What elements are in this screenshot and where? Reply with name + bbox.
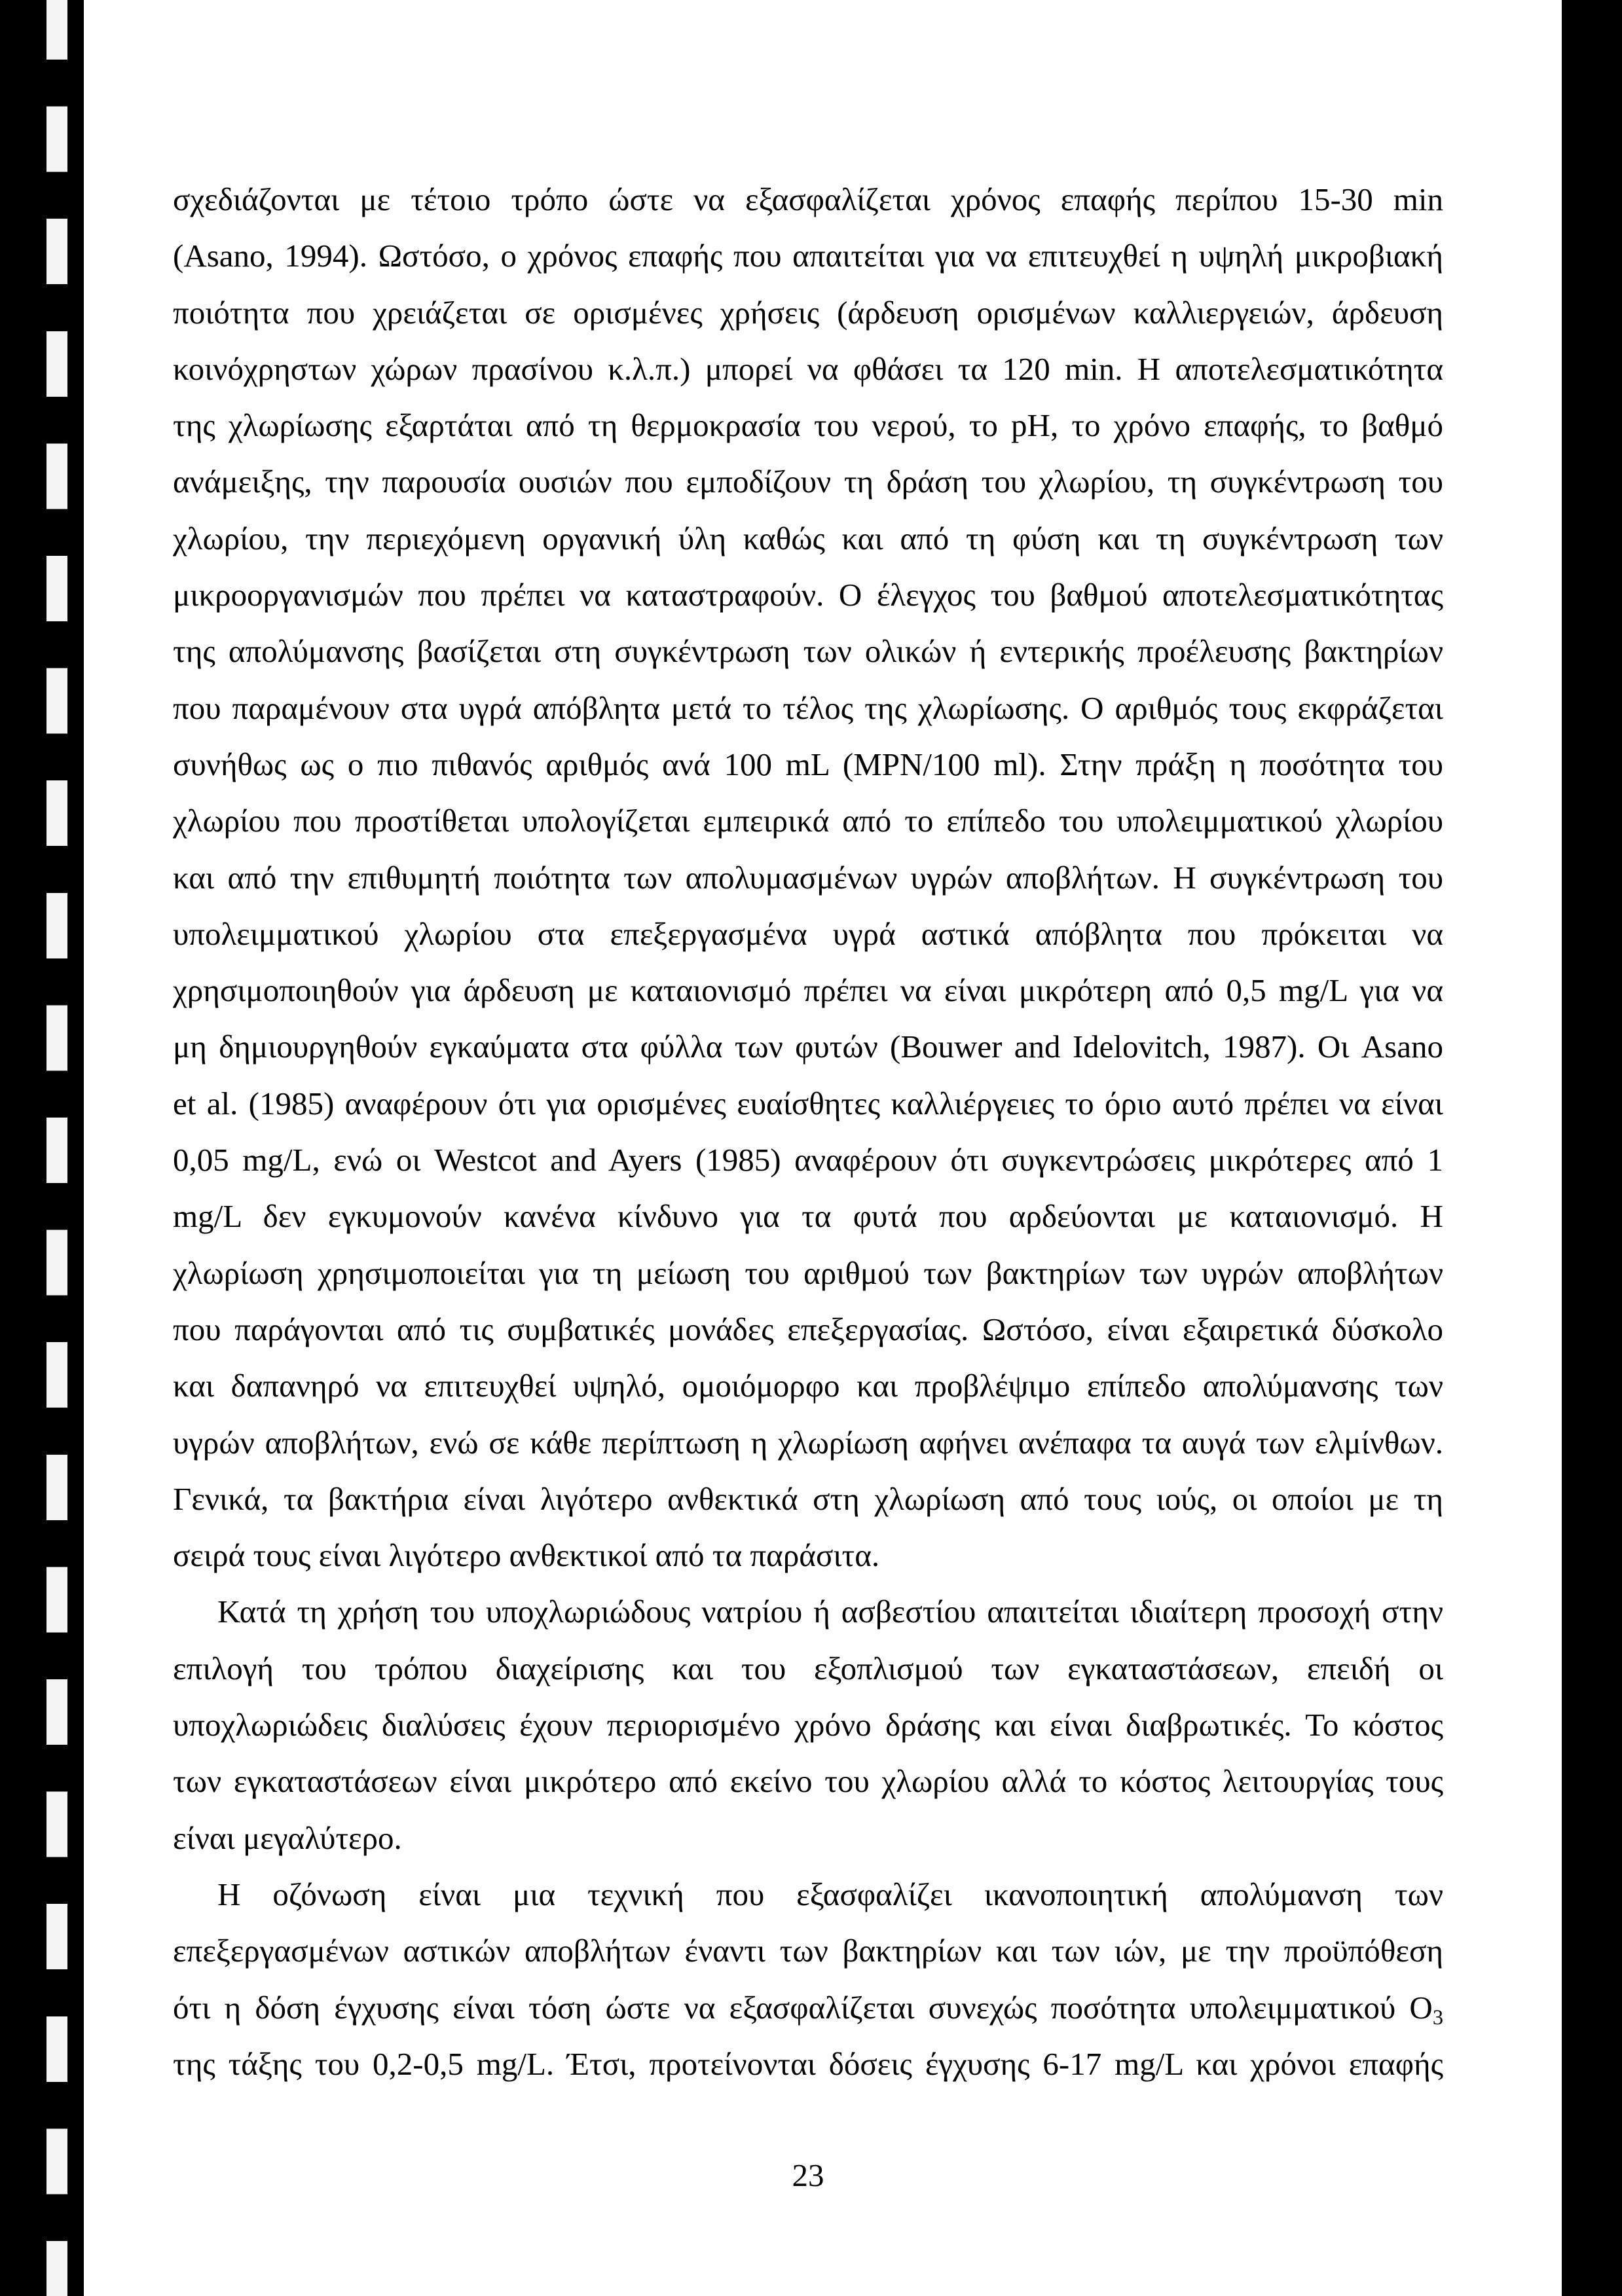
- text-line-content: ότι η δόση έγχυσης είναι τόση ώστε να εξασφαλίζεται συνεχώς ποσότητα υπολειμματικού O: [173, 1989, 1433, 2026]
- text-line: ανάμειξης, την παρουσία ουσιών που εμποδίζουν τη δράση του χλωρίου, τη συγκέντρωση του: [173, 464, 1443, 500]
- film-strip-right: [1562, 0, 1622, 2296]
- text-line: σχεδιάζονται με τέτοιο τρόπο ώστε να εξασφαλίζεται χρόνος επαφής περίπου 15-30 min: [173, 181, 1443, 217]
- text-line: 0,05 mg/L, ενώ οι Westcot and Ayers (1985) αναφέρουν ότι συγκεντρώσεις μικρότερες από 1: [173, 1142, 1443, 1178]
- text-line: της χλωρίωσης εξαρτάται από τη θερμοκρασία του νερού, το pH, το χρόνο επαφής, το βαθμό: [173, 407, 1443, 444]
- text-line: επιλογή του τρόπου διαχείρισης και του εξοπλισμού των εγκαταστάσεων, επειδή οι: [173, 1650, 1443, 1686]
- text-line: και από την επιθυμητή ποιότητα των απολυμασμένων υγρών αποβλήτων. Η συγκέντρωση του: [173, 859, 1443, 896]
- text-line: mg/L δεν εγκυμονούν κανένα κίνδυνο για τα φυτά που αρδεύονται με καταιονισμό. Η: [173, 1198, 1443, 1235]
- text-line: υγρών αποβλήτων, ενώ σε κάθε περίπτωση η χλωρίωση αφήνει ανέπαφα τα αυγά των ελμίνθων.: [173, 1424, 1443, 1461]
- text-line: και δαπανηρό να επιτευχθεί υψηλό, ομοιόμορφο και προβλέψιμο επίπεδο απολύμανσης των: [173, 1368, 1443, 1404]
- text-line: χλωρίου, την περιεχόμενη οργανική ύλη καθώς και από τη φύση και τη συγκέντρωση των: [173, 520, 1443, 556]
- text-line: που παραμένουν στα υγρά απόβλητα μετά το τέλος της χλωρίωσης. Ο αριθμός τους εκφράζεται: [173, 689, 1443, 726]
- text-line: κοινόχρηστων χώρων πρασίνου κ.λ.π.) μπορεί να φθάσει τα 120 min. Η αποτελεσματικότητα: [173, 350, 1443, 387]
- text-line: Γενικά, τα βακτήρια είναι λιγότερο ανθεκτικά στη χλωρίωση από τους ιούς, οι οποίοι με τη: [173, 1480, 1443, 1517]
- text-line: Κατά τη χρήση του υποχλωριώδους νατρίου ή ασβεστίου απαιτείται ιδιαίτερη προσοχή στην: [217, 1594, 1443, 1630]
- text-line: ποιότητα που χρειάζεται σε ορισμένες χρήσεις (άρδευση ορισμένων καλλιεργειών, άρδευση: [173, 294, 1443, 331]
- text-line: της τάξης του 0,2-0,5 mg/L. Έτσι, προτείνονται δόσεις έγχυσης 6-17 mg/L και χρόνοι επαφής: [173, 2045, 1443, 2082]
- text-line: (Asano, 1994). Ωστόσο, ο χρόνος επαφής που απαιτείται για να επιτευχθεί η υψηλή μικροβιακή: [173, 238, 1443, 274]
- body-text: [173, 172, 1443, 2092]
- paragraph-3: [173, 1867, 1443, 2092]
- text-line: υποχλωριώδεις διαλύσεις έχουν περιορισμένο χρόνο δράσης και είναι διαβρωτικές. Το κόστος: [173, 1707, 1443, 1743]
- text-line: χλωρίωση χρησιμοποιείται για τη μείωση του αριθμού των βακτηρίων των υγρών αποβλήτων: [173, 1254, 1443, 1291]
- text-line: μικροοργανισμών που πρέπει να καταστραφούν. Ο έλεγχος του βαθμού αποτελεσματικότητας: [173, 577, 1443, 613]
- text-line: σειρά τους είναι λιγότερο ανθεκτικοί από τα παράσιτα.: [173, 1537, 880, 1574]
- text-line: επεξεργασμένων αστικών αποβλήτων έναντι των βακτηρίων και των ιών, με την προϋπόθεση: [173, 1933, 1443, 1969]
- text-line: Η οζόνωση είναι μια τεχνική που εξασφαλίζει ικανοποιητική απολύμανση των: [217, 1876, 1443, 1912]
- text-line: που παράγονται από τις συμβατικές μονάδες επεξεργασίας. Ωστόσο, είναι εξαιρετικά δύσκολο: [173, 1311, 1443, 1347]
- page-number: 23: [792, 2157, 824, 2193]
- paragraph-2: [173, 1584, 1443, 1866]
- text-line: et al. (1985) αναφέρουν ότι για ορισμένες ευαίσθητες καλλιέργειες το όριο αυτό πρέπει να είναι: [173, 1085, 1443, 1121]
- sprocket-holes: [46, 0, 67, 2296]
- text-line: μη δημιουργηθούν εγκαύματα στα φύλλα των φυτών (Bouwer and Idelovitch, 1987). Οι Asano: [173, 1029, 1443, 1065]
- text-line: χρησιμοποιηθούν για άρδευση με καταιονισμό πρέπει να είναι μικρότερη από 0,5 mg/L για να: [173, 972, 1443, 1009]
- text-line: των εγκαταστάσεων είναι μικρότερο από εκείνο του χλωρίου αλλά το κόστος λειτουργίας τους: [173, 1763, 1443, 1800]
- text-line: είναι μεγαλύτερο.: [173, 1819, 402, 1856]
- text-line: χλωρίου που προστίθεται υπολογίζεται εμπειρικά από το επίπεδο του υπολειμματικού χλωρίου: [173, 803, 1443, 839]
- ozone-subscript: 3: [1432, 2005, 1443, 2029]
- paragraph-1: [173, 172, 1443, 1584]
- text-line: υπολειμματικού χλωρίου στα επεξεργασμένα υγρά αστικά απόβλητα που πρόκειται να: [173, 915, 1443, 952]
- text-line: [173, 1980, 1443, 2036]
- text-line: συνήθως ως ο πιο πιθανός αριθμός ανά 100 mL (MPN/100 ml). Στην πράξη η ποσότητα του: [173, 746, 1443, 782]
- film-strip-left: [0, 0, 84, 2296]
- text-line: της απολύμανσης βασίζεται στη συγκέντρωση των ολικών ή εντερικής προέλευσης βακτηρίων: [173, 633, 1443, 670]
